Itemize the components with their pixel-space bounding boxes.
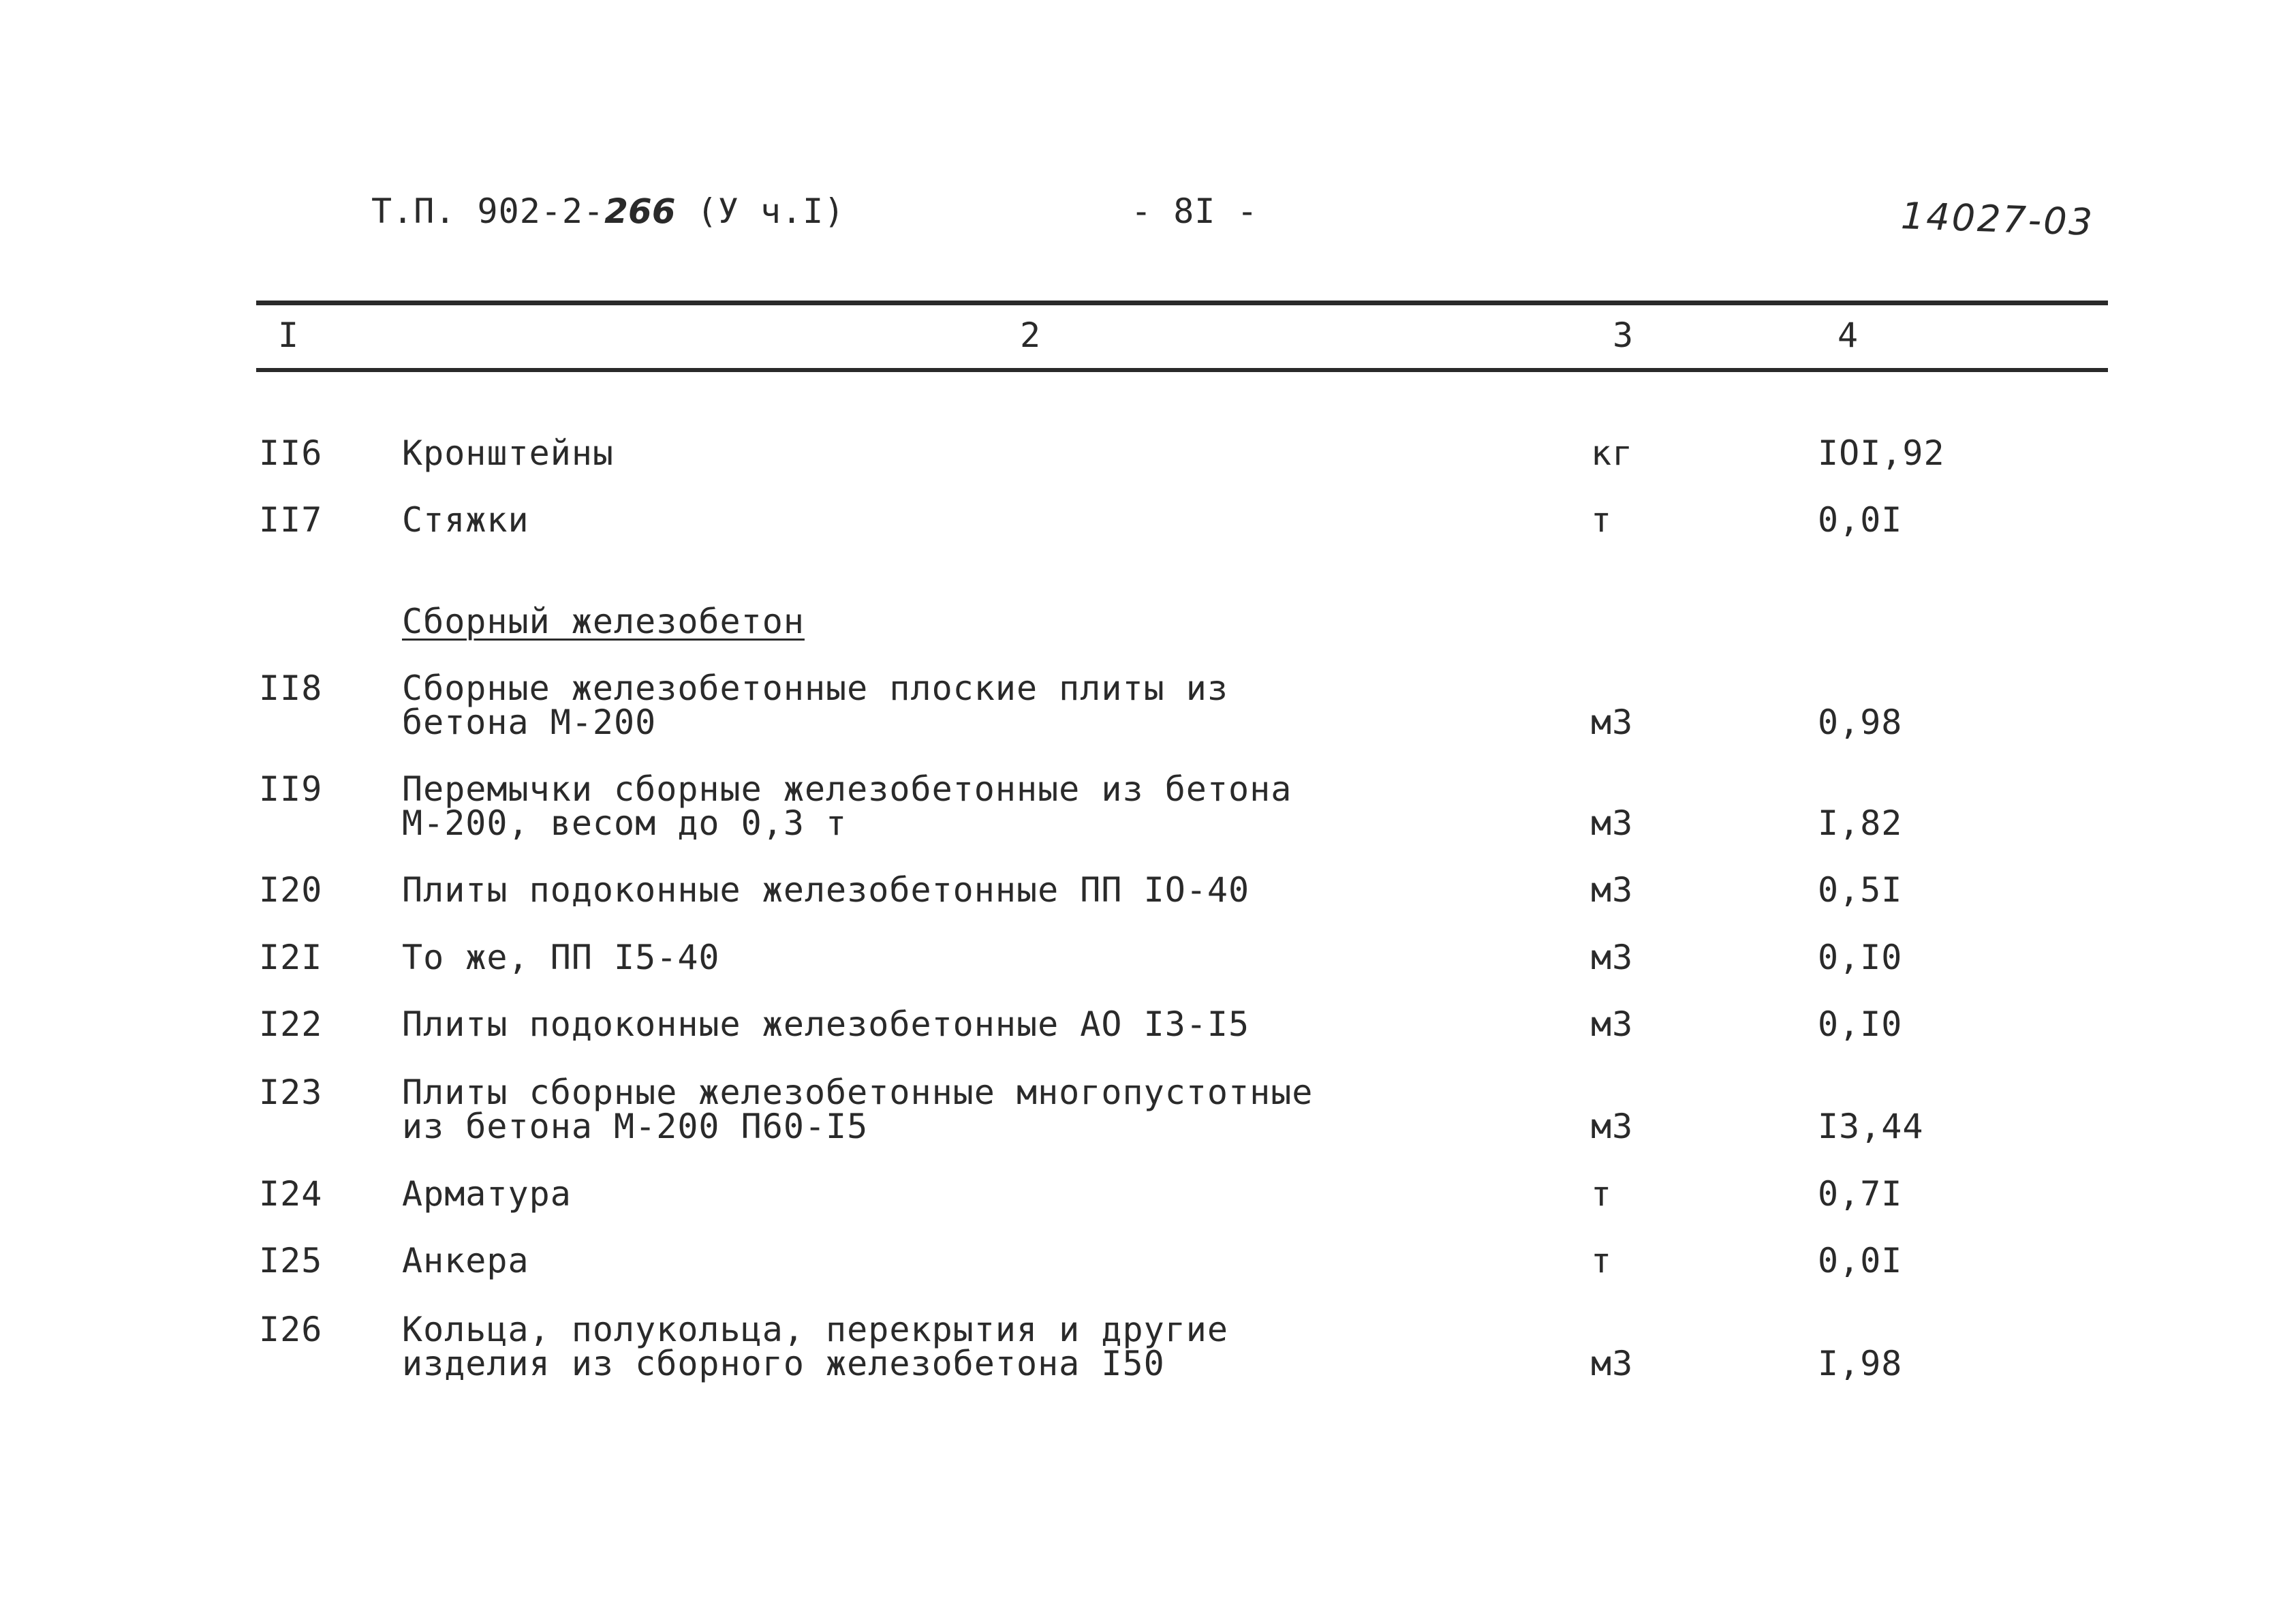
row-name (402, 669, 1228, 742)
row-unit: м3 (1591, 938, 1634, 977)
row-name-line: Сборные железобетонные плоские плиты из (402, 669, 1228, 708)
row-name-line: Кронштейны (402, 433, 615, 473)
row-name-line: Перемычки сборные железобетонные из бетона (402, 769, 1292, 809)
document-code (371, 191, 846, 231)
column-header-2: 2 (1020, 316, 1042, 355)
row-quantity: 0,7I (1818, 1174, 1903, 1214)
row-name (402, 1073, 1314, 1146)
row-name (402, 870, 1250, 910)
row-unit: кг (1591, 433, 1634, 473)
document-code-suffix: (У ч.I) (675, 191, 846, 231)
column-header-3: 3 (1613, 316, 1634, 355)
row-name-line: Анкера (402, 1241, 529, 1280)
row-name (402, 1004, 1250, 1044)
document-code-handwritten: 266 (604, 191, 676, 231)
row-unit: м3 (1591, 703, 1634, 742)
row-number: I26 (259, 1310, 323, 1349)
row-number: II8 (259, 669, 323, 708)
row-name-line: изделия из сборного железобетона I50 (402, 1344, 1165, 1383)
archive-stamp-number: 14027-03 (1900, 194, 2096, 244)
row-quantity: I,82 (1818, 803, 1903, 843)
row-number: I20 (259, 870, 323, 910)
table-top-rule (256, 301, 2108, 305)
row-quantity: 0,0I (1818, 500, 1903, 540)
row-name (402, 938, 720, 977)
row-unit: м3 (1591, 1107, 1634, 1146)
column-header-4: 4 (1837, 316, 1859, 355)
row-number: I25 (259, 1241, 323, 1280)
row-name-line: Кольца, полукольца, перекрытия и другие (402, 1310, 1228, 1349)
row-name (402, 1174, 572, 1214)
row-name-line: Плиты сборные железобетонные многопустотные (402, 1073, 1314, 1112)
row-unit: т (1591, 1174, 1613, 1214)
row-quantity: 0,I0 (1818, 938, 1903, 977)
row-quantity: I,98 (1818, 1344, 1903, 1383)
row-name-line: Стяжки (402, 500, 529, 540)
row-unit: м3 (1591, 803, 1634, 843)
row-name (402, 1312, 1228, 1381)
row-quantity: IOI,92 (1818, 433, 1945, 473)
row-name (402, 1241, 529, 1280)
row-name-line: То же, ПП I5-40 (402, 938, 720, 977)
row-unit: т (1591, 1241, 1613, 1280)
row-name-line: Плиты подоконные железобетонные АО I3-I5 (402, 1004, 1250, 1044)
row-unit: м3 (1591, 870, 1634, 910)
row-unit: т (1591, 500, 1613, 540)
table-header-rule (256, 368, 2108, 372)
row-name-line: Плиты подоконные железобетонные ПП IO-40 (402, 870, 1250, 910)
row-name-line: бетона М-200 (402, 703, 657, 742)
row-name-line: М-200, весом до 0,3 т (402, 803, 848, 843)
row-number: II9 (259, 769, 323, 809)
row-number: I22 (259, 1004, 323, 1044)
row-number: I2I (259, 938, 323, 977)
row-unit: м3 (1591, 1344, 1634, 1383)
row-unit: м3 (1591, 1004, 1634, 1044)
section-title: Сборный железобетон (402, 602, 805, 641)
row-name (402, 500, 529, 540)
row-quantity: 0,0I (1818, 1241, 1903, 1280)
row-quantity: 0,98 (1818, 703, 1903, 742)
row-name-line: из бетона М-200 П60-I5 (402, 1107, 869, 1146)
row-quantity: 0,5I (1818, 870, 1903, 910)
row-name-line: Арматура (402, 1174, 572, 1214)
column-header-1: I (278, 316, 300, 355)
row-name (402, 433, 615, 473)
row-number: I23 (259, 1073, 323, 1112)
row-number: II6 (259, 433, 323, 473)
row-number: II7 (259, 500, 323, 540)
row-quantity: I3,44 (1818, 1107, 1924, 1146)
row-name (402, 769, 1292, 843)
document-code-prefix: Т.П. 902-2- (371, 191, 605, 231)
row-quantity: 0,I0 (1818, 1004, 1903, 1044)
row-number: I24 (259, 1174, 323, 1214)
page-number: - 8I - (1131, 191, 1258, 231)
